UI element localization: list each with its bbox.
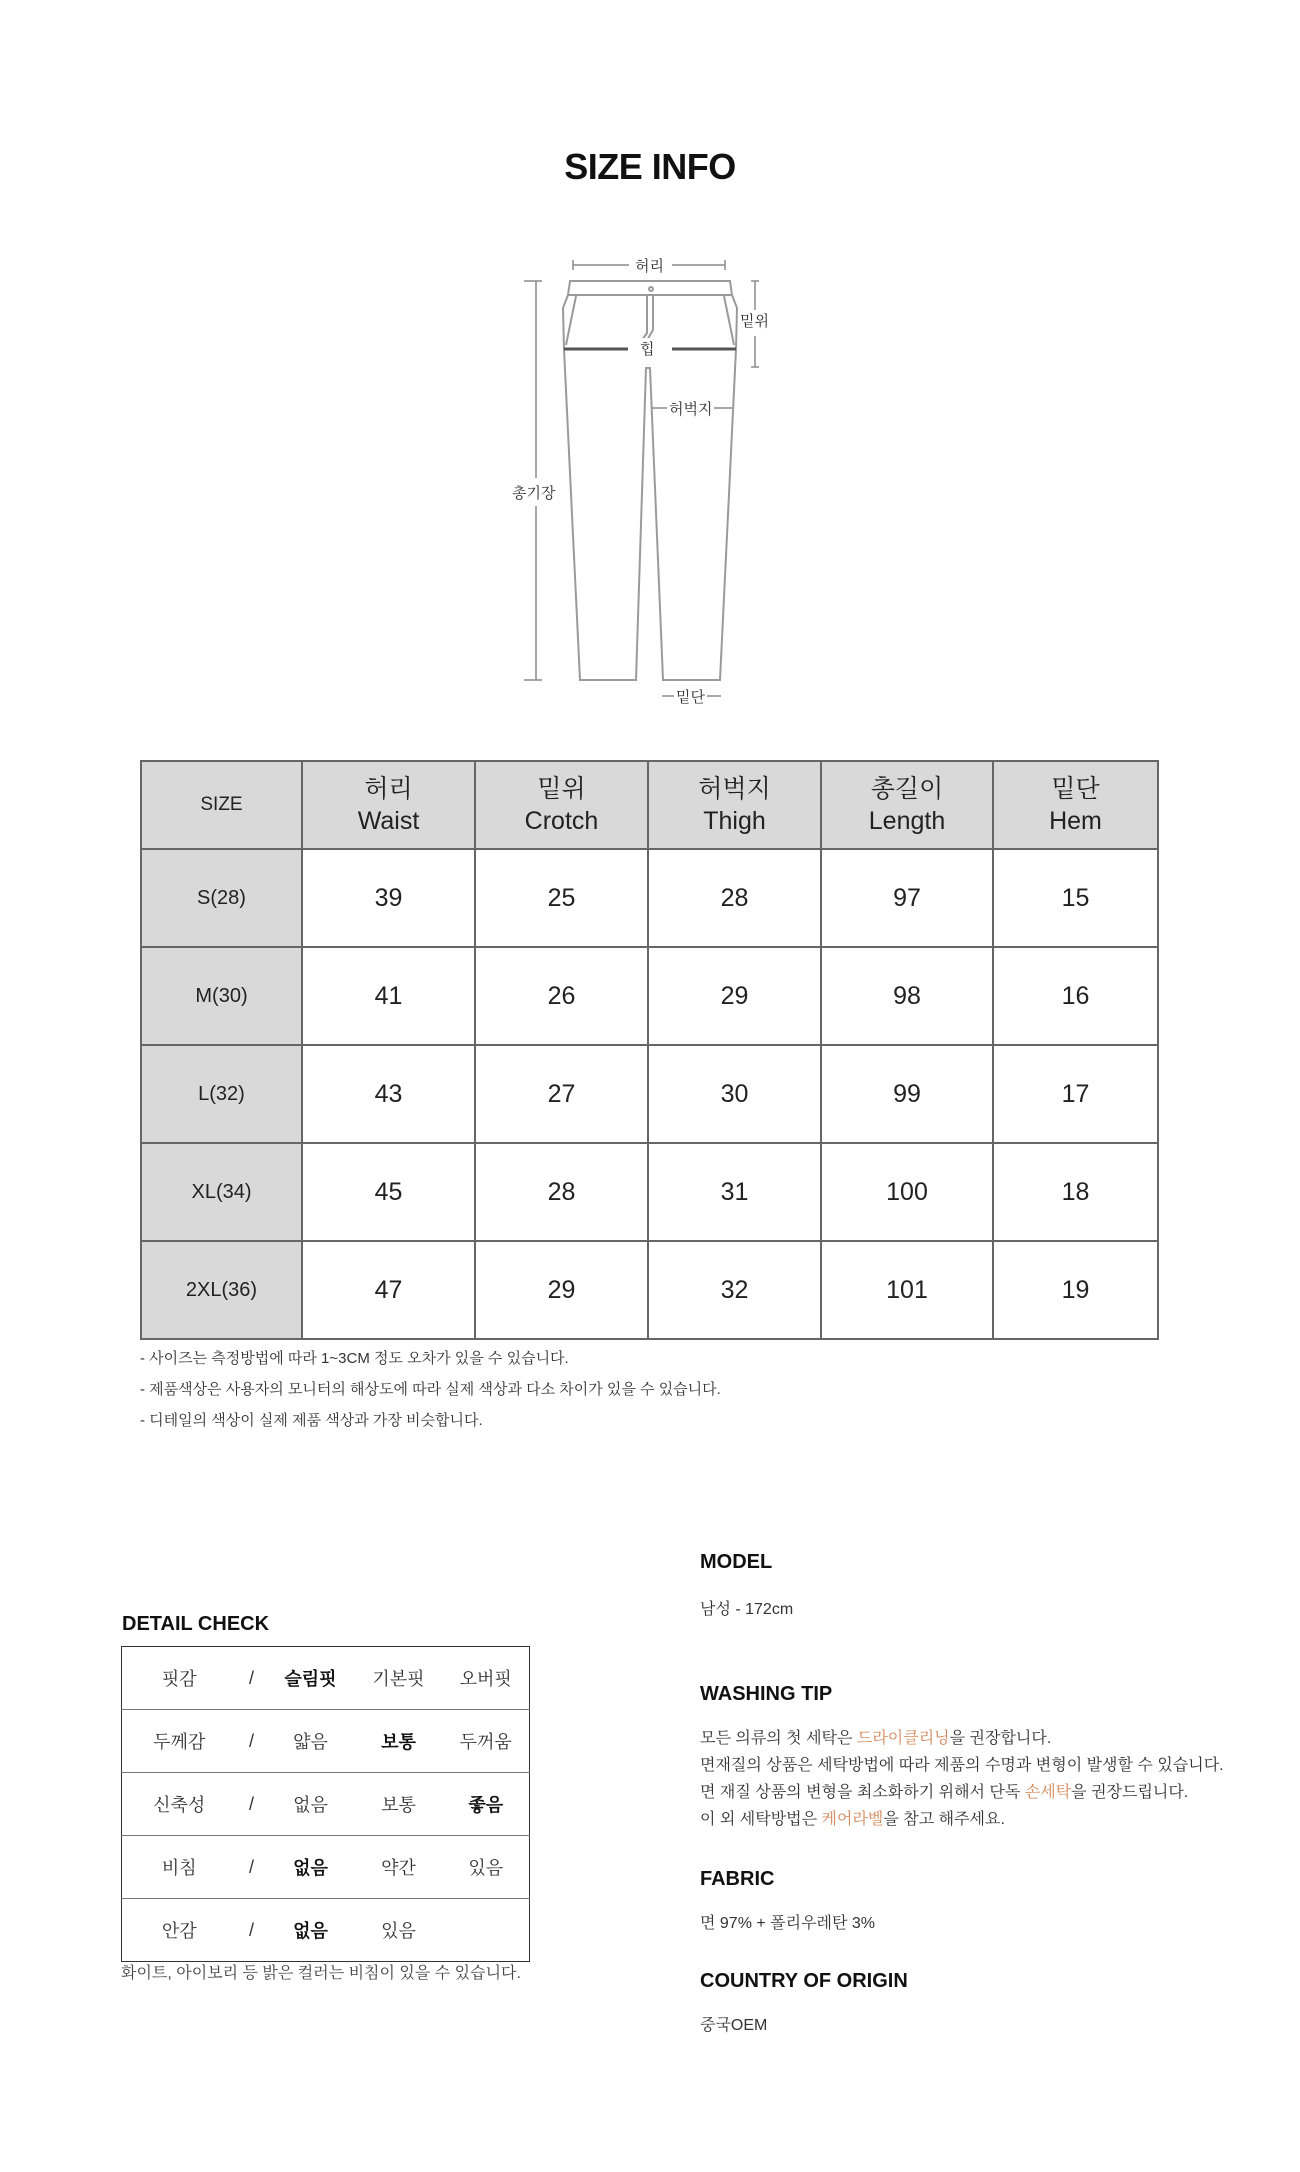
size-label: 2XL(36): [141, 1241, 302, 1339]
size-table: [140, 760, 1159, 1340]
diagram-label-rise: 밑위: [738, 310, 771, 331]
detail-option-selected: 슬림핏: [284, 1669, 337, 1689]
detail-option-selected: 없음: [267, 1836, 355, 1899]
size-label: S(28): [141, 849, 302, 947]
fabric-text: 면 97% + 폴리우레탄 3%: [700, 1915, 876, 1932]
detail-check-table: [121, 1646, 530, 1962]
size-value: 27: [475, 1045, 648, 1143]
size-value: 19: [993, 1241, 1158, 1339]
header-size: SIZE: [141, 761, 302, 849]
detail-check-row: [122, 1710, 530, 1773]
size-label: L(32): [141, 1045, 302, 1143]
detail-option: 보통: [355, 1773, 443, 1836]
header-thigh: 허벅지 Thigh: [648, 761, 821, 849]
detail-check-title: DETAIL CHECK: [122, 1613, 270, 1635]
fabric-title: FABRIC: [700, 1868, 775, 1890]
header-length: 총길이 Length: [821, 761, 993, 849]
size-value: 41: [302, 947, 475, 1045]
size-table-row: [141, 849, 1158, 947]
detail-option-selected: 보통: [355, 1710, 443, 1773]
detail-option: 얇음: [267, 1710, 355, 1773]
washing-line: 면재질의 상품은 세탁방법에 따라 제품의 수명과 변형이 발생할 수 있습니다.: [700, 1757, 1224, 1774]
detail-option-selected: 좋음: [443, 1773, 530, 1836]
header-crotch: 밑위 Crotch: [475, 761, 648, 849]
size-value: 30: [648, 1045, 821, 1143]
detail-separator: /: [237, 1710, 267, 1773]
size-value: 101: [821, 1241, 993, 1339]
detail-option: 기본핏: [372, 1669, 425, 1689]
size-value: 17: [993, 1045, 1158, 1143]
size-value: 29: [648, 947, 821, 1045]
note-line: - 디테일의 색상이 실제 제품 색상과 가장 비슷합니다.: [140, 1412, 483, 1429]
diagram-label-thigh: 허벅지: [667, 398, 714, 419]
size-value: 39: [302, 849, 475, 947]
model-title: MODEL: [700, 1551, 773, 1573]
detail-option-selected: 없음: [267, 1899, 355, 1962]
note-line: - 제품색상은 사용자의 모니터의 해상도에 따라 실제 색상과 다소 차이가 있을 수 있습니다.: [140, 1381, 721, 1398]
washing-tip-text: [700, 1725, 1224, 1833]
model-text: 남성 - 172cm: [700, 1601, 794, 1618]
washing-highlight: 손세탁: [1024, 1784, 1072, 1801]
size-table-row: [141, 947, 1158, 1045]
detail-check-row: [122, 1836, 530, 1899]
header-waist: 허리 Waist: [302, 761, 475, 849]
size-label: M(30): [141, 947, 302, 1045]
detail-separator: /: [237, 1899, 267, 1962]
size-value: 47: [302, 1241, 475, 1339]
detail-option: 약간: [355, 1836, 443, 1899]
washing-line: 이 외 세탁방법은 케어라벨을 참고 해주세요.: [700, 1811, 1005, 1828]
size-value: 32: [648, 1241, 821, 1339]
size-value: 28: [648, 849, 821, 947]
detail-check-row: [122, 1899, 530, 1962]
washing-line: 면 재질 상품의 변형을 최소화하기 위해서 단독 손세탁을 권장드립니다.: [700, 1784, 1189, 1801]
detail-option: 있음: [355, 1899, 443, 1962]
detail-separator: /: [248, 1667, 254, 1688]
size-value: 100: [821, 1143, 993, 1241]
detail-label: 비침: [122, 1836, 237, 1899]
size-value: 43: [302, 1045, 475, 1143]
size-value: 31: [648, 1143, 821, 1241]
size-value: 97: [821, 849, 993, 947]
detail-option: 두꺼움: [443, 1710, 530, 1773]
detail-option: 오버핏: [459, 1669, 512, 1689]
diagram-label-hip: 힙: [638, 338, 657, 359]
origin-title: COUNTRY OF ORIGIN: [700, 1970, 908, 1992]
washing-highlight: 드라이클리닝: [856, 1730, 950, 1747]
size-table-row: [141, 1241, 1158, 1339]
origin-text: 중국OEM: [700, 2017, 768, 2034]
detail-option: 있음: [443, 1836, 530, 1899]
size-value: 25: [475, 849, 648, 947]
size-value: 99: [821, 1045, 993, 1143]
pants-diagram: [0, 0, 1300, 720]
washing-tip-title: WASHING TIP: [700, 1683, 833, 1705]
size-value: 26: [475, 947, 648, 1045]
size-table-row: [141, 1045, 1158, 1143]
diagram-label-length: 총기장: [510, 482, 557, 503]
washing-highlight: 케어라벨: [821, 1811, 884, 1828]
detail-separator: /: [237, 1773, 267, 1836]
size-value: 18: [993, 1143, 1158, 1241]
detail-check-row: [122, 1773, 530, 1836]
diagram-label-hem: 밑단: [674, 686, 707, 707]
size-value: 16: [993, 947, 1158, 1045]
size-value: 28: [475, 1143, 648, 1241]
detail-separator: /: [237, 1836, 267, 1899]
size-notes: [140, 1343, 721, 1436]
diagram-label-waist: 허리: [633, 255, 666, 276]
size-value: 98: [821, 947, 993, 1045]
size-value: 15: [993, 849, 1158, 947]
detail-check-row: [122, 1647, 530, 1710]
size-label: XL(34): [141, 1143, 302, 1241]
washing-line: 모든 의류의 첫 세탁은 드라이클리닝을 권장합니다.: [700, 1730, 1052, 1747]
size-value: 29: [475, 1241, 648, 1339]
size-table-header: [141, 761, 1158, 849]
detail-option: [443, 1899, 530, 1962]
detail-check-note: 화이트, 아이보리 등 밝은 컬러는 비침이 있을 수 있습니다.: [121, 1965, 521, 1982]
size-value: 45: [302, 1143, 475, 1241]
note-line: - 사이즈는 측정방법에 따라 1~3CM 정도 오차가 있을 수 있습니다.: [140, 1350, 569, 1367]
detail-label: 신축성: [122, 1773, 237, 1836]
detail-option: 없음: [267, 1773, 355, 1836]
size-table-row: [141, 1143, 1158, 1241]
detail-label: 안감: [122, 1899, 237, 1962]
page-title: SIZE INFO: [564, 146, 736, 187]
detail-label: 두께감: [122, 1710, 237, 1773]
header-hem: 밑단 Hem: [993, 761, 1158, 849]
detail-label: 핏감: [161, 1669, 197, 1689]
